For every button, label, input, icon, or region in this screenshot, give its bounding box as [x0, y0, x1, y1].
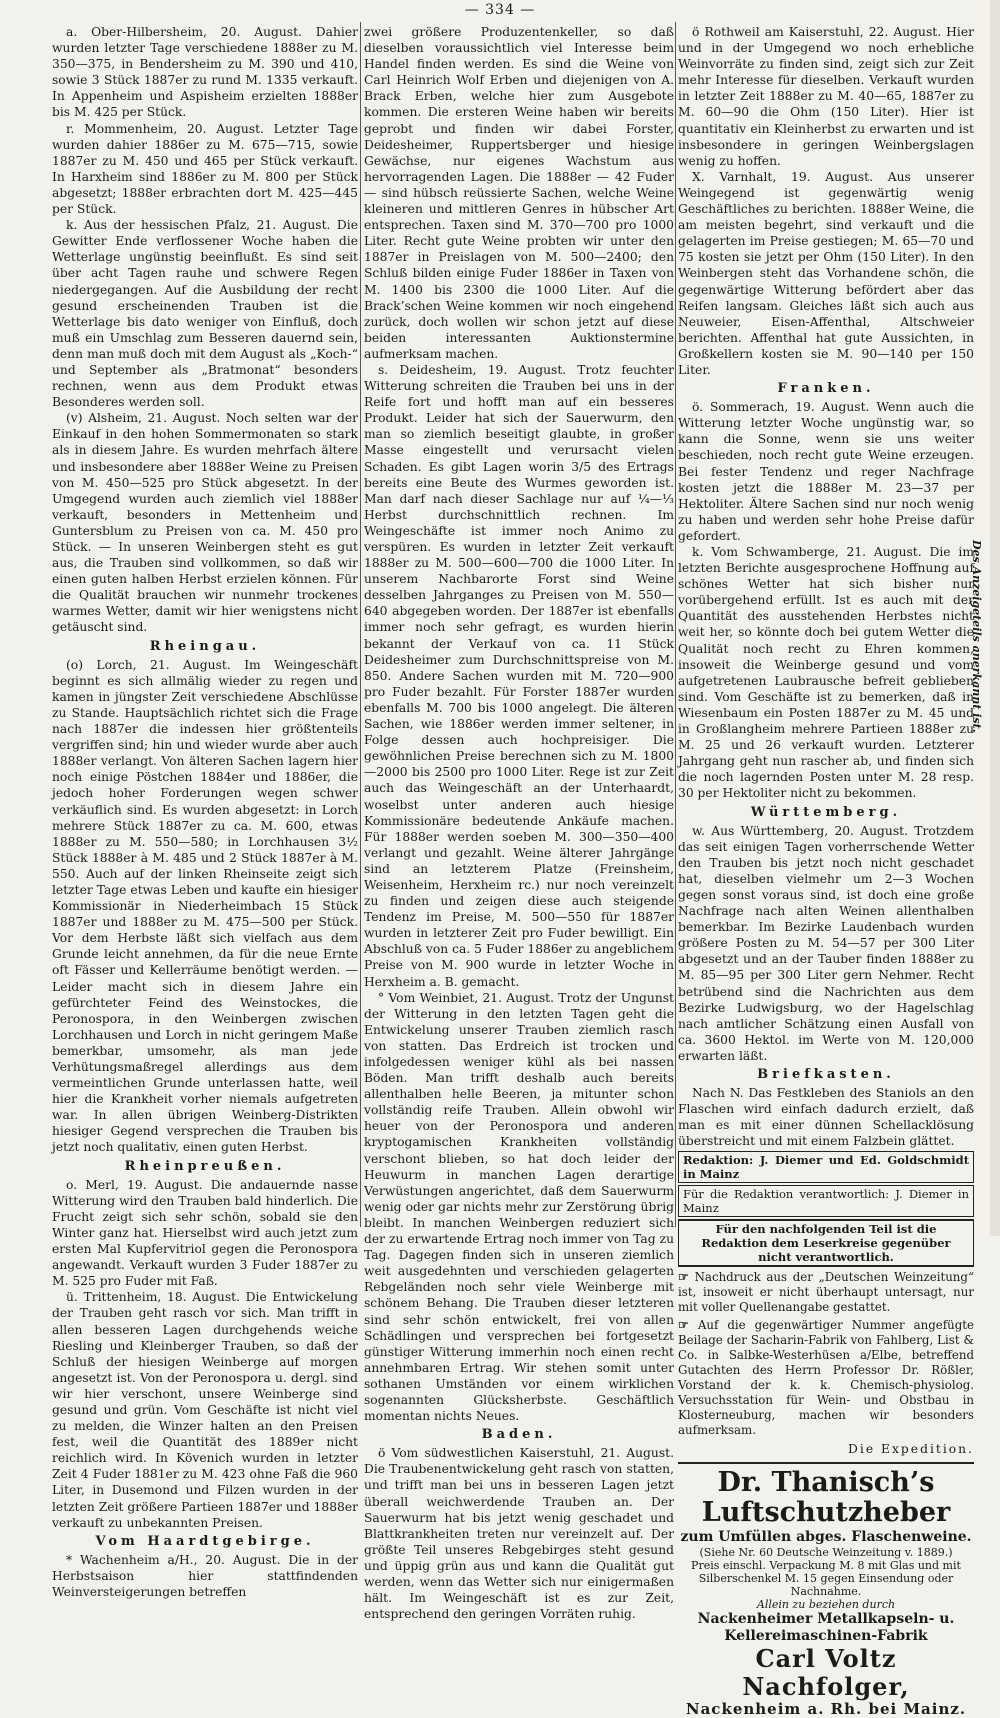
- column-2: [364, 24, 674, 1622]
- expedition-signoff: Die Expedition.: [848, 1442, 974, 1457]
- report-paragraph: r. Mommenheim, 20. August. Letzter Tage wurden dahier 1886er zu M. 675—715, sowie 1887er zu M. 450 und 465 per Stück verkauft. In Harxheim sind 1886er zu M. 800 per Stück abgesetzt; 1888er erbrachten dort M. 425—445 per Stück.: [52, 121, 358, 217]
- report-paragraph: k. Vom Schwamberge, 21. August. Die im letzten Berichte ausgesprochene Hoffnung auf schönes Wetter hat sich bisher nur vorübergehend erfüllt. Ist es auch mit der Quantität des ausstehenden Herbstes nicht weit her, so könnte doch bei gutem Wetter die Qualität noch recht zu Ehren kommen, insoweit die Weinberge gesund und vom aufgetretenen Laubrausche befreit geblieben sind. Vom Geschäfte ist zu bemerken, daß in Wiesenbaum ein Posten 1887er zu M. 45 und in Großlangheim mehrere Partieen 1888er zu M. 25 und 26 verkauft wurden. Letzterer Jahrgang geht nun rascher ab, und finden sich die noch lagernden Posten unter M. 28 resp. 30 per Hektoliter nicht zu bekommen.: [678, 545, 974, 801]
- ad-note: (Siehe Nr. 60 Deutsche Weinzeitung v. 1889.): [699, 1545, 953, 1559]
- page-edge-strip: [990, 0, 1000, 1236]
- column-3: [678, 24, 974, 1718]
- pointing-hand-icon: ☞: [678, 1270, 695, 1285]
- report-paragraph: k. Aus der hessischen Pfalz, 21. August. Die Gewitter Ende verflossener Woche haben die Wetterlage ungünstig beeinflußt. Es sind seit über acht Tagen rauhe und schwere Regen niedergegangen. Auf die Ausbildung der recht gesund erscheinenden Trauben ist die Wetterlage bis dato weniger von Einfluß, doch muß ein Umschlag zum Besseren dauernd sein, denn man muß doch mit dem August als „Koch-“ und September als „Bratmonat“ besonders rechnen, wenn aus dem Produkt etwas Besonderes werden soll.: [52, 218, 358, 410]
- report-paragraph: o. Merl, 19. August. Die andauernde nasse Witterung wird den Trauben bald hinderlich. Die Frucht zeigt sich sehr schön, sobald sie den Winter ganz hat. Hierselbst wird auch jetzt zum ersten Mal Kupfervitriol gegen die Peronospora angewandt. Verkauft wurden 3 Fuder 1887er zu M. 525 pro Fuder mit Faß.: [52, 1177, 358, 1289]
- column-rule-left: [360, 22, 361, 1227]
- report-paragraph: zwei größere Produzentenkeller, so daß dieselben voraussichtlich viel Interesse beim Handel finden werden. Es sind die Weine von Carl Heinrich Wolf Erben und diejenigen von A. Brack Erben, welche hier zum Ausgebote kommen. Die ersteren Weine haben wir bereits geprobt und finden wir dabei Forster, Deidesheimer, Ruppertsberger und hiesige Gewächse, nur eigenes Wachstum aus hervorragenden Lagen. Die 1888er — 42 Fuder — sind hübsch reüssierte Sachen, welche Weine kleineren und mittleren Genres in hübscher Art entsprechen. Taxen sind M. 370—700 pro 1000 Liter. Recht gute Weine probten wir unter den 1887er in Preislagen von M. 500—2400; den Schluß bilden einige Fuder 1886er in Taxen von M. 1400 bis 2300 die 1000 Liter. Auf die Brack’schen Weine kommen wir noch eingehend zurück, doch wollen wir schon jetzt auf diese beiden interessanten Auktionstermine aufmerksam machen.: [364, 25, 674, 361]
- ad-title: Dr. Thanisch’s Luftschutzheber: [701, 1466, 951, 1528]
- report-paragraph: * Wachenheim a/H., 20. August. Die in der Herbstsaison hier stattfindenden Weinversteigerungen betreffen: [52, 1552, 358, 1599]
- section-heading-haardtgebirge: Vom Haardtgebirge.: [95, 1533, 315, 1549]
- report-paragraph: ° Vom Weinbiet, 21. August. Trotz der Ungunst der Witterung in den letzten Tagen geht die Entwickelung unserer Trauben ziemlich rasch von statten. Das Erdreich ist trocken und infolgedessen weniger kühl als bei nassen Böden. Man trifft deshalb auch bereits allenthalben helle Beeren, ja mitunter schon vollständig reife Trauben. Allein obwohl wir heuer von der Peronospora und anderen kryptogamischen Krankheiten vollständig verschont blieben, so hat doch leider der Heuwurm in manchen Lagen derartige Verwüstungen angerichtet, daß dem Sauerwurm wenig oder gar nichts mehr zur Zerstörung übrig bleibt. In manchen Weinbergen reduziert sich der zu erwartende Ertrag noch immer von Tag zu Tag. Dagegen finden sich in unseren ziemlich weit ausgedehnten und verschieden gelagerten Rebgeländen noch sehr viele Weinberge mit schönem Behang. Die Trauben dieser letzteren sind sehr schön entwickelt, frei von allen Schädlingen und versprechen bei fortgesetzt günstiger Witterung immerhin noch einen recht annehmbaren Ertrag. Wir stehen somit unter sothanen Umständen vor einem wirklichen sogenannten Glücksherbste. Geschäftlich momentan nichts Neues.: [364, 990, 674, 1424]
- ad-firm: Carl Voltz Nachfolger,: [742, 1643, 910, 1701]
- column-rule-right: [675, 22, 676, 1227]
- report-paragraph: ö Vom südwestlichen Kaiserstuhl, 21. August. Die Traubenentwickelung geht rasch von statten, und trifft man bei uns in besseren Lagen jetzt überall weichwerdende Trauben an. Der Sauerwurm hat bis jetzt wenig geschadet und Blattkrankheiten treten nur vereinzelt auf. Der größte Teil unseres Rebgebirges steht gesund und üppig grün aus und kann die Qualität gut werden, wenn das Wetter sich nur einigermaßen hält. Im Weingeschäft ist es zur Zeit, entsprechend den geringen Vorräten ruhig.: [364, 1446, 674, 1622]
- ad-price: Preis einschl. Verpackung M. 8 mit Glas und mit Silberschenkel M. 15 gegen Einsendung oder Nachnahme.: [691, 1558, 961, 1598]
- report-paragraph: (v) Alsheim, 21. August. Noch selten war der Einkauf in den hohen Sommermonaten so stark als in diesem Jahre. Es wurden mehrfach ältere und insbesondere aber 1888er Weine zu Preisen von M. 450—525 pro Stück abgesetzt. In der Umgegend wurden auch ziemlich viel 1888er verkauft, besonders in Mettenheim und Guntersblum zu Preisen von ca. M. 450 pro Stück. — In unseren Weinbergen steht es gut aus, die Trauben sind vollkommen, so daß wir einen guten halben Herbst erzielen können. Für die Qualität brauchen wir nunmehr trockenes warmes Wetter, damit wir hier wenigstens nicht getäuscht sind.: [52, 411, 358, 635]
- report-paragraph: a. Ober-Hilbersheim, 20. August. Dahier wurden letzter Tage verschiedene 1888er zu M. 350—375, in Bendersheim zu M. 390 und 410, sowie 3 Stück 1887er zu rund M. 1335 verkauft. In Appenheim und Aspisheim erzielten 1888er bis M. 425 per Stück.: [52, 25, 358, 120]
- ad-place: Nackenheim a. Rh. bei Mainz.: [685, 1699, 967, 1718]
- ad-subtitle: zum Umfüllen abges. Flaschenweine.: [680, 1528, 972, 1545]
- advertisement-luftschutzheber: [678, 1462, 974, 1717]
- verantwortlich-line: Für die Redaktion verantwortlich: J. Diemer in Mainz: [678, 1185, 974, 1217]
- section-heading-franken: Franken.: [777, 381, 875, 397]
- section-heading-rheinpreussen: Rheinpreußen.: [124, 1158, 286, 1174]
- ad-maker: Nackenheimer Metallkapseln- u. Kellereimaschinen-Fabrik: [697, 1610, 955, 1644]
- nachdruck-notice: ☞ Nachdruck aus der „Deutschen Weinzeitung“ ist, insoweit er nicht überhaupt untersagt, nur mit voller Quellenangabe gestattet.: [678, 1270, 974, 1315]
- redaktion-line: Redaktion: J. Diemer und Ed. Goldschmidt in Mainz: [678, 1151, 974, 1183]
- section-heading-wuerttemberg: Württemberg.: [750, 804, 902, 820]
- report-paragraph: ö Rothweil am Kaiserstuhl, 22. August. Hier und in der Umgegend wo noch erhebliche Weinvorräte zu finden sind, zeigt sich zur Zeit mehr Interesse für dieselben. Verkauft wurden in letzter Zeit 1888er zu M. 40—65, 1887er zu M. 60—90 die Ohm (150 Liter). Hier ist quantitativ ein Kleinherbst zu erwarten und ist insbesondere in geringen Weinbergslagen wenig zu hoffen.: [678, 25, 974, 168]
- section-heading-rheingau: Rheingau.: [149, 638, 261, 654]
- report-paragraph: w. Aus Württemberg, 20. August. Trotzdem das seit einigen Tagen vorherrschende Wetter den Trauben bis jetzt noch nicht geschadet hat, dieselben vielmehr um 2—3 Wochen gegen sonst voraus sind, ist doch eine große Nachfrage nach alten Weinen allenthalben bemerkbar. Im Bezirke Laudenbach wurden größere Posten zu M. 54—57 per 300 Liter abgesetzt und an der Tauber finden 1888er zu M. 85—95 per 300 Liter gern Nehmer. Recht betrübend sind die Nachrichten aus dem Bezirke Ludwigsburg, wo der Hagelschlag nach amtlicher Schätzung einen Ausfall von ca. 3600 Hektol. im Werte von M. 120,000 erwarten läßt.: [678, 823, 974, 1063]
- report-paragraph: ö. Sommerach, 19. August. Wenn auch die Witterung letzter Woche ungünstig war, so kann die Sonne, wenn sie uns weiter beschieden, noch recht gute Weine erzeugen. Bei fester Tendenz und reger Nachfrage kosten jetzt die 1888er M. 23—37 per Hektoliter. Ältere Sachen sind nur noch wenig zu haben und werden sehr hohe Preise dafür gefordert.: [678, 400, 974, 543]
- ad-source: Allein zu beziehen durch: [756, 1597, 896, 1611]
- disclaimer-line: Für den nachfolgenden Teil ist die Redaktion dem Leserkreise gegenüber nicht verantwortlich.: [678, 1219, 974, 1267]
- beilage-notice: ☞ Auf die gegenwärtiger Nummer angefügte Beilage der Sacharin-Fabrik von Fahlberg, List & Co. in Salbke-Westerhüsen a/Elbe, betreffend Gutachten des Herrn Professor Dr. Rößler, Vorstand der k. k. Chemisch-physiolog. Versuchsstation für Wein- und Obstbau in Klosterneuburg, machen wir besonders aufmerksam.: [678, 1318, 974, 1438]
- column-1: [52, 24, 358, 1599]
- report-paragraph: (o) Lorch, 21. August. Im Weingeschäft beginnt es sich allmälig wieder zu regen und kamen in jüngster Zeit verschiedene Abschlüsse zu Stande. Hauptsächlich richtet sich die Frage nach 1887er die indessen hier größtenteils vergriffen sind; hin und wieder wurde aber auch 1888er verlangt. Von älteren Sachen lagern hier noch einige Pöstchen 1884er und 1886er, die jedoch hoher Forderungen wegen schwer verkäuflich sind. Es wurden abgesetzt: in Lorch mehrere Stück 1887er zu ca. M. 600, etwas 1888er zu M. 550—580; in Lorchhausen 3½ Stück 1888er à M. 485 und 2 Stück 1887er à M. 550. Auch auf der linken Rheinseite zeigt sich letzter Tage etwas Leben und kaufte ein hiesiger Kommissionär in Niederheimbach 15 Stück 1887er und 1888er zu M. 475—500 per Stück. Vor dem Herbste läßt sich vielfach aus dem Grunde leicht annehmen, da für die neue Ernte oft Fässer und Kellerräume benötigt werden. — Leider macht sich in diesem Jahre ein gefürchteter Feind des Weinstockes, die Peronospora, in den Weinbergen zwischen Lorchhausen und Lorch in nicht geringem Maße bemerkbar, umsomehr, als man jede Verhütungsmaßregel allerdings aus dem vermeintlichen Grunde unterlassen hatte, weil hier die Krankheit vorher niemals aufgetreten war. In allen übrigen Weinberg-Distrikten hiesiger Gegend versprechen die Trauben bis jetzt noch qualitativ, einen guten Herbst.: [52, 657, 358, 1155]
- report-paragraph: X. Varnhalt, 19. August. Aus unserer Weingegend ist gegenwärtig wenig Geschäftliches zu berichten. 1888er Weine, die am meisten begehrt, sind verkauft und die gelagerten im Preise gestiegen; M. 65—70 und 75 kosten sie jetzt per Ohm (150 Liter). In den Weinbergen steht das Vorhandene schön, die gegenwärtige Witterung befördert aber das Reifen langsam. Gleiches läßt sich auch aus Neuweier, Eisen-Affenthal, Altschweier berichten. Affenthal hat gute Aussichten, in Großkellern kosten sie M. 90—140 per 150 Liter.: [678, 169, 974, 377]
- report-paragraph: ü. Trittenheim, 18. August. Die Entwickelung der Trauben geht rasch vor sich. Man trifft in allen besseren Lagen durchgehends weiche Riesling und Kleinberger Trauben, so daß der Schluß der hiesigen Weinberge auf morgen angesetzt ist. Von der Peronospora u. dergl. sind wir hier verschont, unsere Weinberge sind gesund und grün. Vom Geschäfte ist nicht viel zu melden, die Winzer halten an den Preisen fest, weil die Quantität des 1889er nicht reichlich wird. In Kövenich wurden in letzter Zeit 4 Fuder 1881er zu M. 423 ohne Faß die 960 Liter, in Dusemond und Filzen wurden in der letzten Zeit größere Partieen 1887er und 1888er verkauft zu unbekannten Preisen.: [52, 1290, 358, 1530]
- report-paragraph: s. Deidesheim, 19. August. Trotz feuchter Witterung schreiten die Trauben bei uns in der Reife fort und hofft man auf ein besseres Produkt. Leider hat sich der Sauerwurm, den man so ziemlich beseitigt glaubte, in großer Masse eingestellt und verursacht vielen Schaden. Es gibt Lagen worin 3/5 des Ertrags bereits eine Beute des Wurmes geworden ist. Man darf nach dieser Sachlage nur auf ¼—⅓ Herbst durchschnittlich rechnen. Im Weingeschäfte ist immer noch Animo zu verspüren. Es wurden in letzter Zeit verkauft 1888er zu M. 500—600—700 die 1000 Liter. In unserem Nachbarorte Forst sind Weine desselben Jahrganges zu Preisen von M. 550—640 abgegeben worden. Der 1887er ist ebenfalls immer noch sehr gefragt, es wurden hierin bekannt der Verkauf von ca. 11 Stück Deidesheimer zum Durchschnittspreise von M. 850. Andere Sachen wurden mit M. 720—900 pro Fuder bezahlt. Für Forster 1887er wurden ebenfalls M. 700 bis 1000 angelegt. Die älteren Sachen, wie 1886er werden immer seltener, in Folge dessen auch hochpreisiger. Die gewöhnlichen Preise berechnen sich zu M. 1800—2000 bis 2500 pro 1000 Liter. Rege ist zur Zeit auch das Weingeschäft an der Unterhaardt, woselbst unter anderen auch hiesige Kommissionäre bedeutende Ankäufe machen. Für 1888er werden soeben M. 300—350—400 verlangt und gezahlt. Weine älterer Jahrgänge sind an letzterem Platze (Freinsheim, Weisenheim, Herxheim rc.) nur noch vereinzelt zu finden und zeigen diese auch steigende Tendenz im Preise, M. 500—550 für 1887er wurden in letzterer Zeit pro Fuder bewilligt. Ein Abschluß von ca. 5 Fuder 1886er zu angeblichem Preise von M. 900 wurde in letzter Woche in Herxheim a. B. gemacht.: [364, 362, 674, 989]
- briefkasten-text: Nach N. Das Festkleben des Staniols an den Flaschen wird einfach dadurch erzielt, daß man es mit einer dünnen Schellacklösung überstreicht und mit einem Falzbein glättet.: [678, 1086, 974, 1149]
- section-heading-briefkasten: Briefkasten.: [757, 1067, 895, 1082]
- pointing-hand-icon: ☞: [678, 1318, 698, 1333]
- margin-vertical-text: Des Anzeigeteils anerkannt ist.: [970, 540, 983, 733]
- section-heading-baden: Baden.: [481, 1427, 557, 1443]
- page-number: — 334 —: [464, 2, 536, 18]
